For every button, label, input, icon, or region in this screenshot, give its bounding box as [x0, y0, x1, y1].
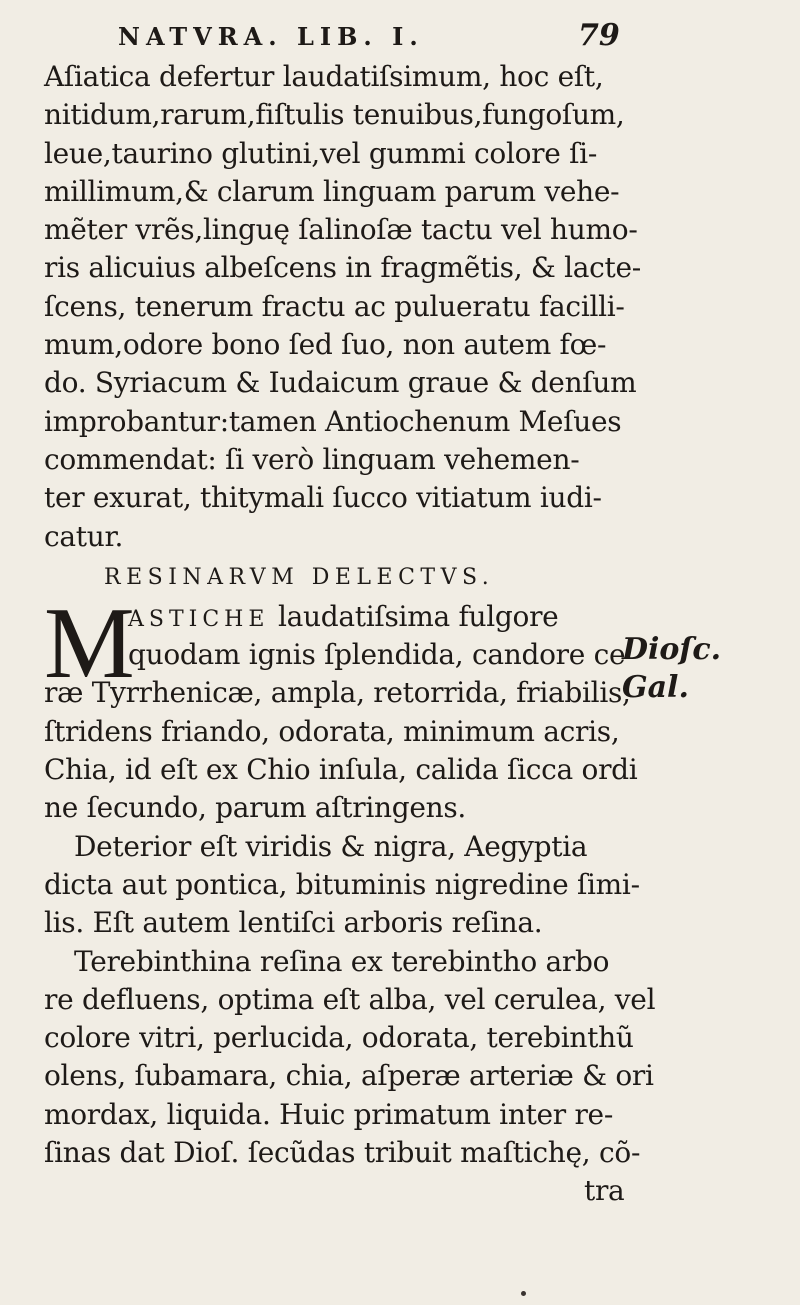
paragraph-deterior [44, 828, 640, 943]
margin-note-dioscorides: Dioſc. [622, 632, 722, 667]
text-line: do. Syriacum & Iudaicum graue & denſum [44, 366, 637, 400]
text-line: leue,taurino glutini,vel gummi colore ſi- [44, 136, 597, 170]
text-line: ræ Tyrrhenicæ, ampla, retorrida, friabilis, [44, 676, 631, 710]
text-line: ris alicuius albeſcens in fragmẽtis, & lacte- [44, 251, 641, 285]
paragraph-terebinthina [44, 943, 656, 1173]
margin-note-galen: Gal. [622, 670, 689, 705]
text-line: millimum,& clarum linguam parum vehe- [44, 174, 620, 208]
catchword: tra [584, 1174, 625, 1208]
text-line: ter exurat, thitymali ſucco vitiatum iudi- [44, 481, 602, 515]
text-line: mẽter vrẽs,linguę ſalinoſæ tactu vel humo- [44, 213, 638, 247]
text-line: dicta aut pontica, bituminis nigredine ſimi- [44, 867, 640, 901]
paragraph-mastiche [44, 586, 638, 828]
section-heading: RESINARVM DELECTVS. [104, 564, 495, 590]
text-line: improbantur:tamen Antiochenum Meſues [44, 404, 622, 438]
text-line: nitidum,rarum,fiſtulis tenuibus,fungoſum, [44, 98, 625, 132]
text-line: ne ſecundo, parum aſtringens. [44, 791, 467, 825]
text-line: mum,odore bono ſed ſuo, non autem fœ- [44, 328, 607, 362]
text-line: ſcens, tenerum fractu ac pulueratu facilli- [44, 289, 625, 323]
text-line: lis. Eſt autem lentiſci arboris reſina. [44, 906, 543, 940]
paragraph-asiatica [44, 58, 641, 556]
text-line: Deterior eſt viridis & nigra, Aegyptia [74, 829, 588, 863]
text-line: re defluens, optima eſt alba, vel cerulea, vel [44, 982, 656, 1016]
text-line: colore vitri, perlucida, odorata, terebinthũ [44, 1021, 634, 1055]
text-line: catur. [44, 519, 124, 553]
ink-dot [521, 1291, 526, 1296]
text-line: ſinas dat Dioſ. ſecũdas tribuit maſtichę, cõ- [44, 1136, 641, 1170]
text-line: Aſiatica defertur laudatiſsimum, hoc eſt, [44, 60, 604, 93]
text-line: olens, ſubamara, chia, aſperæ arteriæ & ori [44, 1059, 654, 1093]
text-line: commendat: ſi verò linguam vehemen- [44, 442, 580, 476]
text-line: mordax, liquida. Huic primatum inter re- [44, 1097, 613, 1131]
text-line: ſtridens friando, odorata, minimum acris, [44, 714, 620, 748]
text-fragment: laudatiſsima fulgore [269, 599, 559, 633]
running-head: NATVRA. LIB. I. [118, 22, 424, 51]
small-caps-lead: ASTICHE [128, 606, 270, 632]
page-number: 79 [578, 18, 620, 53]
text-line: quodam ignis ſplendida, candore ce [128, 638, 626, 672]
text-line: Terebinthina reſina ex terebintho arbo [74, 944, 610, 978]
drop-cap-initial: M [44, 586, 135, 700]
text-line: Chia, id eſt ex Chio inſula, calida ſicca ordi [44, 753, 638, 787]
